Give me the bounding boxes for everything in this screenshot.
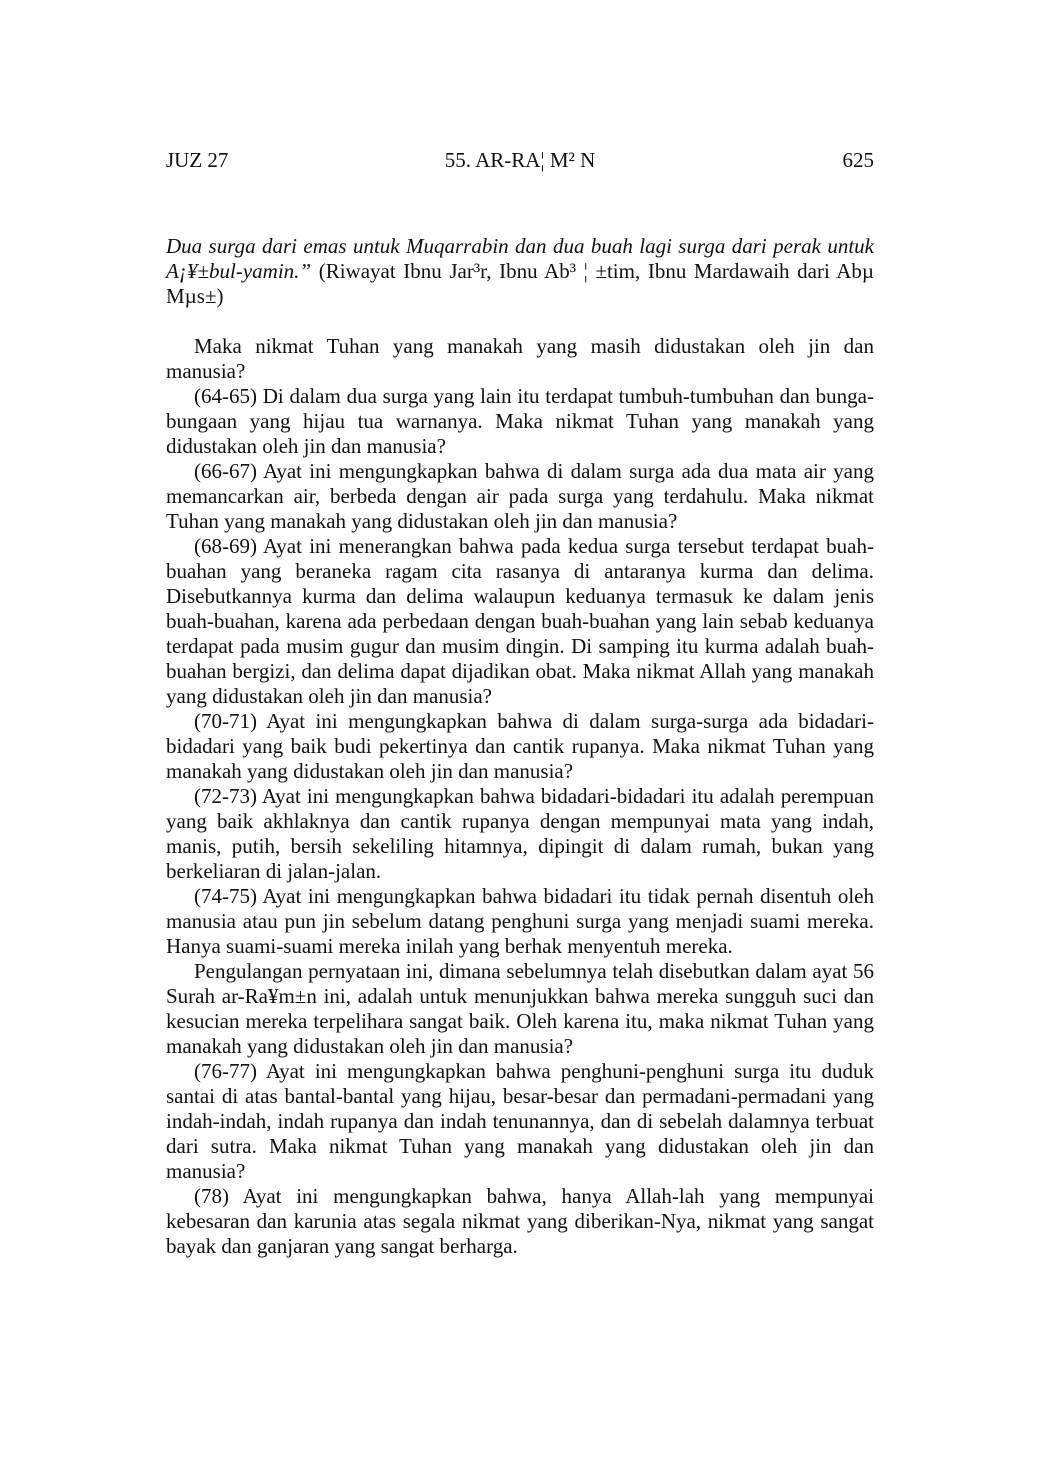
hadith-quote <box>166 234 874 309</box>
paragraph-66-67: (66-67) Ayat ini mengungkapkan bahwa di dalam surga ada dua mata air yang memancarkan air, berbeda dengan air pada surga yang terdahulu. Maka nikmat Tuhan yang manakah yang didustakan oleh jin dan manusia? <box>166 459 874 533</box>
paragraph-76-77: (76-77) Ayat ini mengungkapkan bahwa penghuni-penghuni surga itu duduk santai di atas bantal-bantal yang hijau, besar-besar dan permadani-permadani yang indah-indah, indah rupanya dan indah tenunannya, dan di sebelah dalamnya terbuat dari sutra. Maka nikmat Tuhan yang manakah yang didustakan oleh jin dan manusia? <box>166 1059 874 1183</box>
quote-italic-text: Dua surga dari emas untuk Muqarrabin dan dua buah lagi surga dari perak untuk A¡¥±bul-yamin.” <box>166 234 874 283</box>
paragraph-74-75: (74-75) Ayat ini mengungkapkan bahwa bidadari itu tidak pernah disentuh oleh manusia atau pun jin sebelum datang penghuni surga yang menjadi suami mereka. Hanya suami-suami mereka inilah yang berhak menyentuh mereka. <box>166 884 874 958</box>
page-number: 625 <box>842 148 874 172</box>
surah-title: 55. AR-RA¦ M² N <box>444 148 596 172</box>
paragraph-68-69: (68-69) Ayat ini menerangkan bahwa pada kedua surga tersebut terdapat buah-buahan yang beraneka ragam cita rasanya di antaranya kurma dan delima. Disebutkannya kurma dan delima walaupun keduanya termasuk ke dalam jenis buah-buahan, karena ada perbedaan dengan buah-buahan yang lain sebab keduanya terdapat pada musim gugur dan musim dingin. Di samping itu kurma adalah buah-buahan bergizi, dan delima dapat dijadikan obat. Maka nikmat Allah yang manakah yang didustakan oleh jin dan manusia? <box>166 534 874 708</box>
quote-source: (Riwayat Ibnu Jar³r, Ibnu Ab³ ¦ ±tim, Ibnu Mardawaih dari Abµ Mµs±) <box>166 259 874 308</box>
page-body <box>166 234 874 1259</box>
juz-label: JUZ 27 <box>166 148 229 172</box>
page-header <box>166 147 874 173</box>
paragraph-70-71: (70-71) Ayat ini mengungkapkan bahwa di dalam surga-surga ada bidadari-bidadari yang baik budi pekertinya dan cantik rupanya. Maka nikmat Tuhan yang manakah yang didustakan oleh jin dan manusia? <box>166 709 874 783</box>
paragraph-78: (78) Ayat ini mengungkapkan bahwa, hanya Allah-lah yang mempunyai kebesaran dan karunia atas segala nikmat yang diberikan-Nya, nikmat yang sangat bayak dan ganjaran yang sangat berharga. <box>166 1184 874 1258</box>
paragraph-72-73: (72-73) Ayat ini mengungkapkan bahwa bidadari-bidadari itu adalah perempuan yang baik akhlaknya dan cantik rupanya dengan mempunyai mata yang indah, manis, putih, bersih sekeliling hitamnya, dipingit di dalam rumah, bukan yang berkeliaran di jalan-jalan. <box>166 784 874 883</box>
paragraph-repetition: Pengulangan pernyataan ini, dimana sebelumnya telah disebutkan dalam ayat 56 Surah ar-Ra¥m±n ini, adalah untuk menunjukkan bahwa mereka sungguh suci dan kesucian mereka terpelihara sangat baik. Oleh karena itu, maka nikmat Tuhan yang manakah yang didustakan oleh jin dan manusia? <box>166 959 874 1058</box>
paragraph-intro: Maka nikmat Tuhan yang manakah yang masih didustakan oleh jin dan manusia? <box>166 334 874 383</box>
paragraph-64-65: (64-65) Di dalam dua surga yang lain itu terdapat tumbuh-tumbuhan dan bunga-bungaan yang hijau tua warnanya. Maka nikmat Tuhan yang manakah yang didustakan oleh jin dan manusia? <box>166 384 874 458</box>
